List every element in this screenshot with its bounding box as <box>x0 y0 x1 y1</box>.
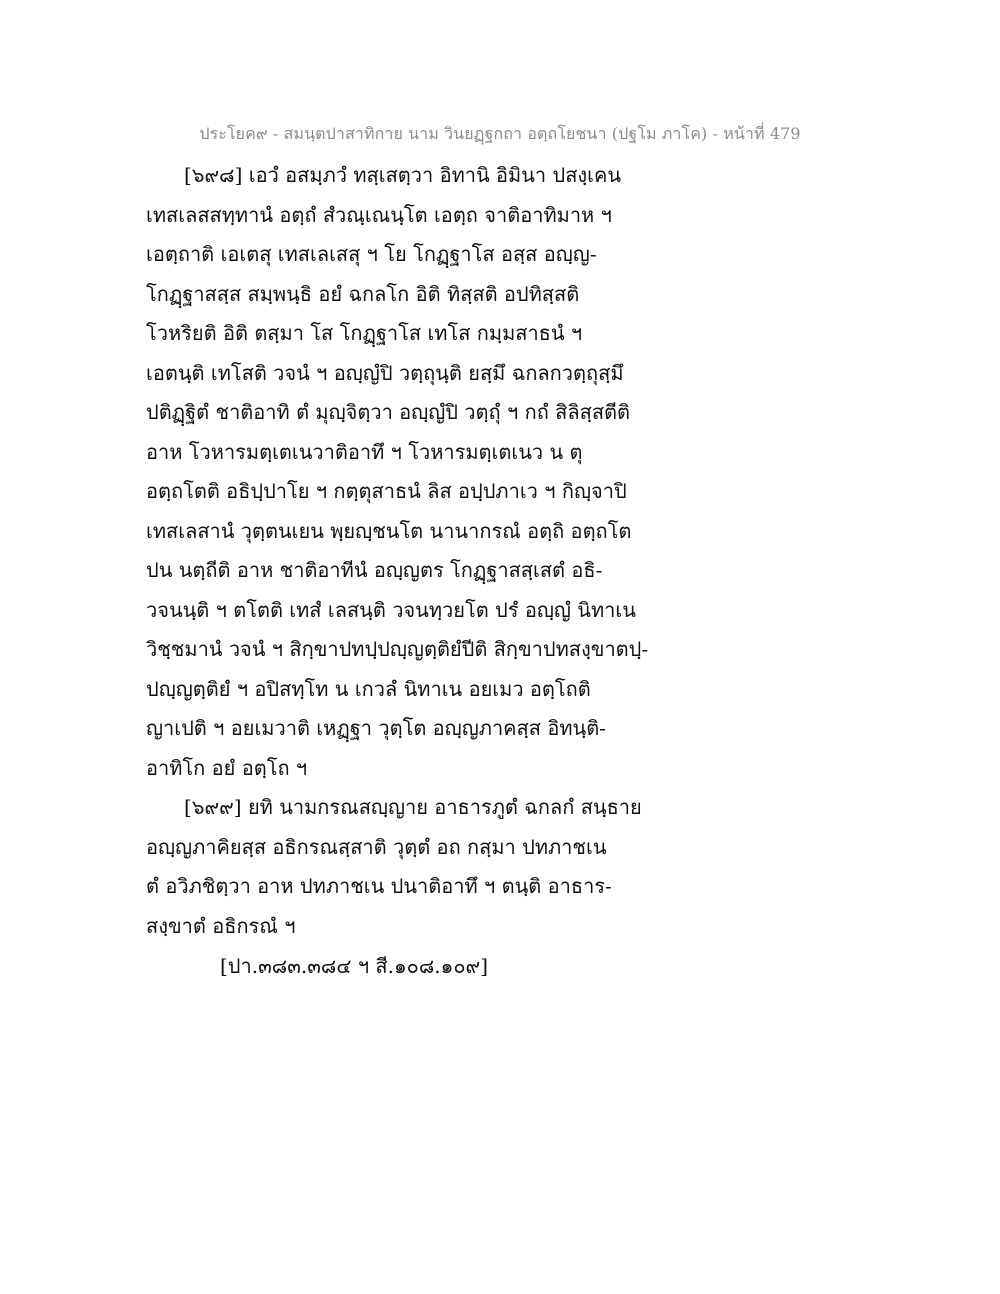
text-line: ปน นตฺถีติ อาห ชาติอาทีนํ อญฺญตร โกฏฺฐาสสฺเสตํ อธิ- <box>146 558 603 582</box>
text-line: โวหริยติ อิติ ตสฺมา โส โกฏฺฐาโส เทโส กมฺมสาธนํ ฯ <box>146 321 583 345</box>
text-line: ปญฺญตฺติยํ ฯ อปิสทฺโท น เกวลํ นิทาเน อยเมว อตฺโถติ <box>146 676 591 701</box>
paragraph-698-start: [๖๙๘] เอวํ อสมฺภวํ ทสฺเสตฺวา อิทานิ อิมินา ปสงฺเคน <box>184 163 622 187</box>
text-line: ปติฏฺฐิตํ ชาติอาทิ ตํ มุญฺจิตฺวา อญฺญํปิ วตฺถุํ ฯ กถํ สิลิสฺสตีติ <box>146 400 631 424</box>
text-line: วิชฺชมานํ วจนํ ฯ สิกฺขาปทปฺปญฺญตฺติยํปีติ สิกฺขาปทสงฺขาตปฺ- <box>146 637 649 661</box>
text-line: สงฺขาตํ อธิกรณํ ฯ <box>146 913 296 938</box>
text-line: โกฏฺฐาสสฺส สมฺพนฺธิ อยํ ฉกลโก อิติ ทิสฺสติ อปทิสฺสติ <box>146 281 580 306</box>
running-header: ประโยค๙ - สมนฺตปาสาทิกาย นาม วินยฏฺฐกถา อตฺถโยชนา (ปฐโม ภาโค) - หน้าที่ 479 <box>199 124 801 143</box>
text-line: เทสเลสสทฺทานํ อตฺถํ สํวณฺเณนฺโต เอตฺถ จาติอาทิมาห ฯ <box>146 202 612 227</box>
text-line: อาห โวหารมตฺเตเนวาติอาทึ ฯ โวหารมตฺเตเนว น ตุ <box>146 439 583 464</box>
source-reference: [ปา.๓๘๓.๓๘๔ ฯ สี.๑๐๘.๑๐๙] <box>220 954 489 978</box>
text-line: อตฺถโตติ อธิปฺปาโย ฯ กตฺตุสาธนํ ลิส อปฺปภาเว ฯ กิญฺจาปิ <box>146 479 627 503</box>
text-line: อาทิโก อยํ อตฺโถ ฯ <box>146 755 308 780</box>
text-line: เอตฺถาติ เอเตสุ เทสเลเสสุ ฯ โย โกฏฺฐาโส อสฺส อญฺญ- <box>146 242 597 266</box>
paragraph-699-start: [๖๙๙] ยทิ นามกรณสญฺญาย อาธารภูตํ ฉกลกํ สนฺธาย <box>184 795 642 819</box>
text-line: ตํ อวิภชิตฺวา อาห ปทภาชเน ปนาติอาทึ ฯ ตนฺติ อาธาร- <box>146 874 612 898</box>
text-line: อญฺญภาคิยสฺส อธิกรณสฺสาติ วุตฺตํ อถ กสฺมา ปทภาชเน <box>146 834 607 859</box>
body-text <box>146 156 706 946</box>
text-line: เอตนฺติ เทโสติ วจนํ ฯ อญฺญํปิ วตฺถุนฺติ ยสฺมึ ฉกลกวตฺถุสฺมึ <box>146 360 624 385</box>
text-line: ญาเปติ ฯ อยเมวาติ เหฏฺฐา วุตฺโต อญฺญภาคสฺส อิทนฺติ- <box>146 716 606 740</box>
text-line: วจนนฺติ ฯ ตโตติ เทสํ เลสนฺติ วจนทฺวยโต ปรํ อญฺญํ นิทาเน <box>146 597 636 622</box>
text-line: เทสเลสานํ วุตฺตนเยน พฺยญฺชนโต นานากรณํ อตฺถิ อตฺถโต <box>146 518 632 543</box>
